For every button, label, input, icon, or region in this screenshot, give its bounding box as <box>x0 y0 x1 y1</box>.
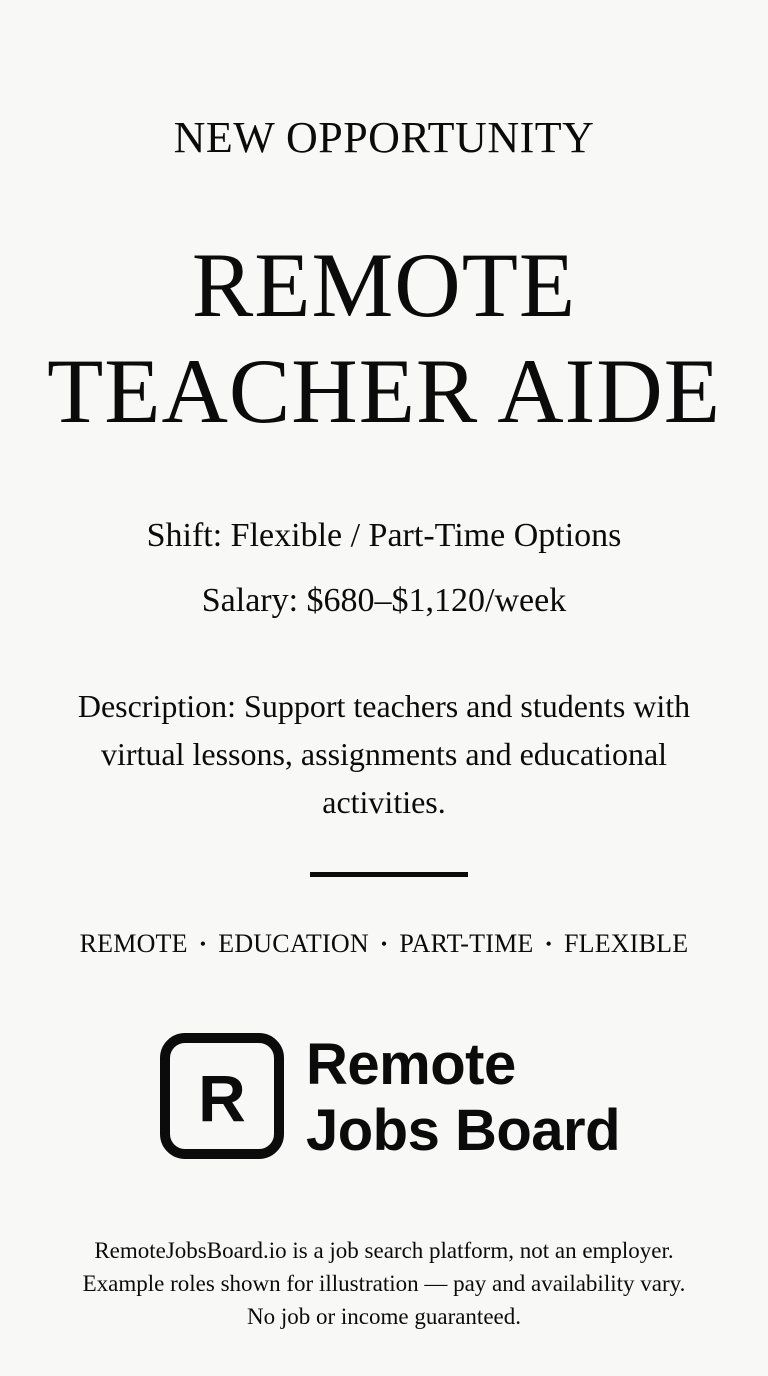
brand-name-line-1: Remote <box>306 1032 516 1097</box>
tag-separator: • <box>545 934 552 954</box>
eyebrow-heading: NEW OPPORTUNITY <box>173 113 595 162</box>
job-title-line-1: REMOTE <box>191 234 577 336</box>
disclaimer <box>40 1234 728 1333</box>
tag-part-time: PART-TIME <box>399 929 534 958</box>
brand-name <box>306 1032 706 1164</box>
salary-info: Salary: $680–$1,120/week <box>201 582 567 619</box>
section-divider <box>310 872 468 877</box>
logo-letter: R <box>198 1061 246 1135</box>
job-title-line-2: TEACHER AIDE <box>47 340 721 442</box>
job-description: Description: Support teachers and students with virtual lessons, assignments and educational activities. <box>77 688 691 820</box>
tag-separator: • <box>380 934 388 954</box>
tag-separator: • <box>199 934 207 954</box>
rounded-square-r-logo-icon <box>160 1033 284 1159</box>
tag-education: EDUCATION <box>218 929 369 958</box>
shift-info: Shift: Flexible / Part-Time Options <box>146 517 622 554</box>
tag-list <box>40 926 728 962</box>
disclaimer-line-3: No job or income guaranteed. <box>247 1304 521 1329</box>
brand-name-line-2: Jobs Board <box>306 1098 621 1163</box>
disclaimer-line-2: Example roles shown for illustration — pay and availability vary. <box>82 1271 686 1296</box>
disclaimer-line-1: RemoteJobsBoard.io is a job search platform, not an employer. <box>94 1238 674 1263</box>
tag-flexible: FLEXIBLE <box>563 929 689 958</box>
tag-remote: REMOTE <box>79 929 188 958</box>
job-title <box>0 232 768 444</box>
